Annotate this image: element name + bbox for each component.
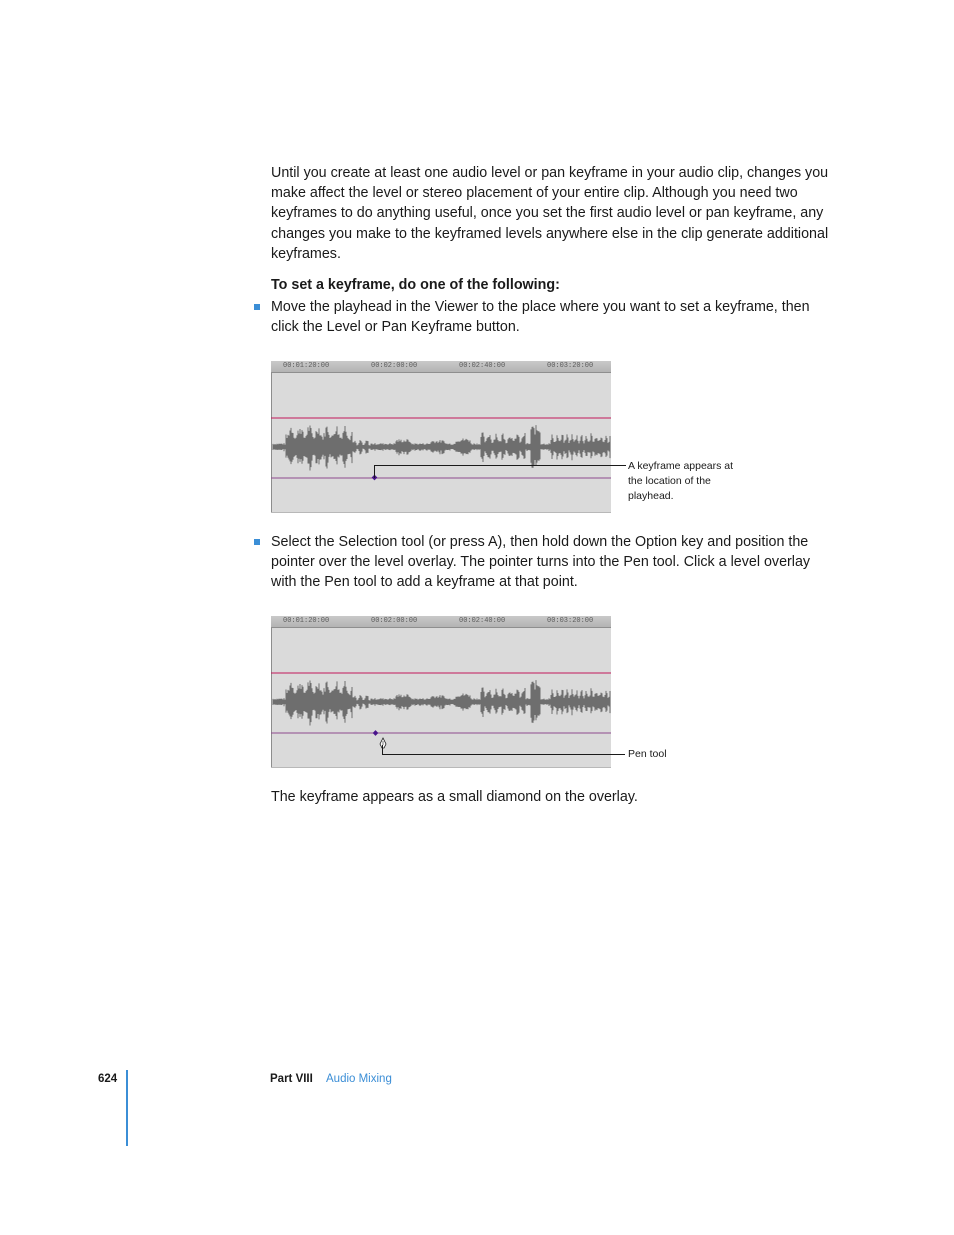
closing-paragraph: The keyframe appears as a small diamond on the overlay. bbox=[271, 789, 638, 805]
timecode-label: 00:02:40:00 bbox=[459, 617, 506, 625]
pen-tool-callout: Pen tool bbox=[628, 748, 667, 760]
timecode-label: 00:03:20:00 bbox=[547, 362, 594, 370]
timeline-figure-1 bbox=[271, 361, 611, 513]
timecode-label: 00:01:20:00 bbox=[283, 362, 330, 370]
waveform-track bbox=[271, 361, 611, 513]
footer-part-label: Part VIII bbox=[270, 1073, 313, 1085]
bullet-item-2: Select the Selection tool (or press A), then hold down the Option key and position the pointer over the level overlay. The pointer turns into the Pen tool. Click a level overlay with the Pen tool to add a keyframe at that point. bbox=[271, 534, 811, 591]
timeline-figure-2 bbox=[271, 616, 611, 768]
track-bottom-edge bbox=[271, 512, 611, 513]
waveform-track bbox=[271, 616, 611, 768]
keyframe-callout: A keyframe appears at the location of the playhead. bbox=[628, 460, 734, 502]
track-bottom-edge bbox=[271, 767, 611, 768]
footer-rule bbox=[126, 1070, 128, 1146]
task-heading: To set a keyframe, do one of the following: bbox=[271, 277, 560, 293]
timecode-label: 00:02:00:00 bbox=[371, 362, 418, 370]
intro-paragraph: Until you create at least one audio level or pan keyframe in your audio clip, changes you make affect the level or stereo placement of your entire clip. Although you need two keyframes to do anything useful, once you set the first audio level or pan keyframe, any changes you make to the keyframed levels anywhere else in the clip generate additional keyframes. bbox=[271, 165, 829, 262]
bullet-item-1: Move the playhead in the Viewer to the place where you want to set a keyframe, then click the Level or Pan Keyframe button. bbox=[271, 299, 810, 336]
timecode-label: 00:02:40:00 bbox=[459, 362, 506, 370]
footer-chapter-link[interactable]: Audio Mixing bbox=[326, 1073, 392, 1085]
audio-waveform bbox=[273, 680, 610, 725]
pen-tool-icon bbox=[380, 738, 386, 748]
callout-leader bbox=[382, 754, 625, 755]
timecode-label: 00:02:00:00 bbox=[371, 617, 418, 625]
timecode-label: 00:01:20:00 bbox=[283, 617, 330, 625]
keyframe-diamond-icon bbox=[373, 730, 379, 736]
timecode-label: 00:03:20:00 bbox=[547, 617, 594, 625]
callout-leader bbox=[374, 465, 375, 478]
callout-leader bbox=[374, 465, 626, 466]
bullet-square-icon bbox=[254, 539, 260, 545]
audio-waveform bbox=[273, 425, 610, 470]
bullet-square-icon bbox=[254, 304, 260, 310]
page-number: 624 bbox=[98, 1073, 118, 1085]
